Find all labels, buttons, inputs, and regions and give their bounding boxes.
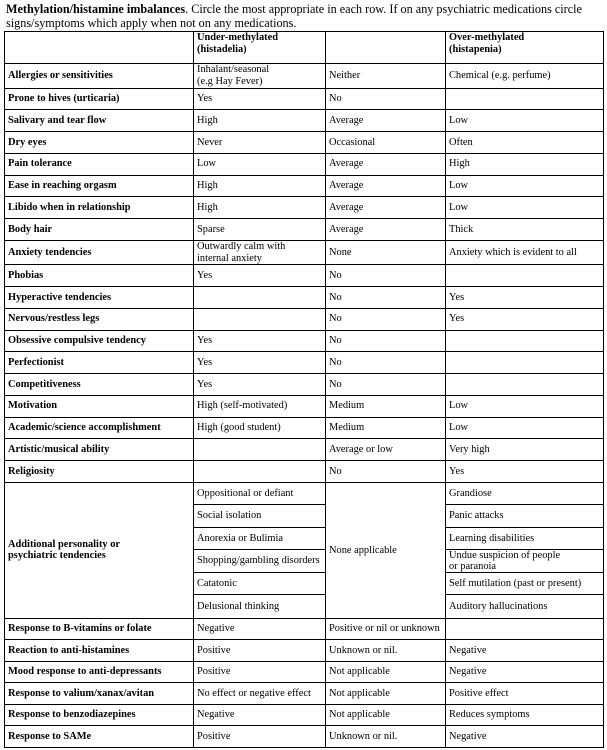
header-over-methylated [446,32,604,64]
header-blank [5,32,194,64]
header-row [5,32,604,64]
under-methylated-cell-text: Low [197,158,217,170]
list-item [446,595,603,618]
over-methylated-cell-text: Low [449,180,469,192]
under-methylated-cell [194,726,326,748]
table-row [5,88,604,110]
table-row [5,132,604,154]
row-label [5,287,194,309]
row-label [5,661,194,683]
over-methylated-cell-text: Very high [449,443,490,455]
methylation-table [4,31,604,748]
over-methylated-cell [446,240,604,265]
neither-cell [326,330,446,352]
over-methylated-cell [446,726,604,748]
list-item [194,595,325,618]
over-methylated-cell-text: Yes [449,465,465,477]
neither-cell [326,219,446,241]
list-item-text: Panic attacks [449,510,504,522]
instructions [6,3,604,30]
neither-cell-text: Average [329,180,364,192]
under-methylated-cell-text: Negative [197,623,235,635]
list-item-text: Catatonic [197,577,237,589]
table-row [5,330,604,352]
under-methylated-cell [194,461,326,483]
neither-cell [326,240,446,265]
row-label [5,726,194,748]
neither-cell-text: Average or low [329,443,393,455]
neither-cell [326,618,446,640]
row-label-text: Academic/science accomplishment [8,422,161,434]
neither-cell-text: None [329,246,352,258]
over-methylated-cell [446,704,604,726]
under-methylated-cell-text: Yes [197,356,213,368]
under-methylated-cell [194,132,326,154]
table-row [5,618,604,640]
row-label [5,618,194,640]
over-methylated-cell [446,308,604,330]
under-methylated-cell [194,153,326,175]
table-body [5,32,604,748]
table-row [5,661,604,683]
row-label-text: Prone to hives (urticaria) [8,93,120,105]
list-item [194,528,325,551]
neither-cell-text: No [329,378,342,390]
row-label-text: Motivation [8,400,58,412]
row-label-text: Salivary and tear flow [8,114,107,126]
neither-cell [326,374,446,396]
neither-cell-text: Not applicable [329,687,390,699]
row-label [5,417,194,439]
row-label-text: Response to valium/xanax/avitan [8,687,155,699]
neither-cell [326,395,446,417]
over-methylated-cell [446,461,604,483]
over-methylated-tendencies [446,482,604,618]
table-row [5,110,604,132]
row-label-text: Ease in reaching orgasm [8,180,117,192]
list-item [194,573,325,596]
neither-cell-text: No [329,269,342,281]
neither-cell [326,661,446,683]
over-methylated-cell [446,287,604,309]
under-methylated-cell-text: Negative [197,709,235,721]
under-methylated-cell [194,618,326,640]
under-methylated-cell [194,308,326,330]
list-item-text: Anorexia or Bulimia [197,532,283,544]
under-methylated-cell [194,395,326,417]
neither-cell-text: No [329,291,342,303]
neither-cell [326,153,446,175]
neither-cell-text: Occasional [329,136,376,148]
list-item [446,528,603,551]
row-label [5,175,194,197]
row-label-text: Obsessive compulsive tendency [8,335,146,347]
over-methylated-cell [446,417,604,439]
under-methylated-cell [194,352,326,374]
additional-label [5,482,194,618]
over-methylated-cell-text: Low [449,422,469,434]
under-methylated-cell [194,439,326,461]
row-label [5,88,194,110]
neither-cell [326,132,446,154]
over-methylated-cell [446,153,604,175]
under-methylated-cell-text: Yes [197,93,213,105]
neither-cell [326,683,446,705]
neither-cell [326,64,446,89]
header-neither [326,32,446,64]
neither-cell-text: No [329,313,342,325]
neither-cell [326,265,446,287]
over-methylated-cell-text: Thick [449,223,474,235]
table-row [5,726,604,748]
list-item [194,550,325,573]
row-label-text: Competitiveness [8,378,81,390]
under-methylated-cell-text: Inhalant/seasonal (e.g Hay Fever) [197,64,270,87]
under-methylated-cell [194,175,326,197]
neither-cell [326,110,446,132]
row-label-text: Phobias [8,269,44,281]
neither-cell [326,461,446,483]
neither-cell-text: Average [329,223,364,235]
over-methylated-cell-text: Positive effect [449,687,509,699]
over-methylated-cell [446,618,604,640]
over-methylated-cell [446,640,604,662]
under-methylated-cell [194,704,326,726]
list-item [446,573,603,596]
over-methylated-cell [446,88,604,110]
under-methylated-cell [194,240,326,265]
table-row [5,439,604,461]
over-methylated-cell [446,197,604,219]
under-methylated-cell-text: No effect or negative effect [197,687,311,699]
table-row [5,683,604,705]
under-methylated-cell-text: High [197,201,218,213]
under-methylated-cell-text: Sparse [197,223,225,235]
neither-cell-text: No [329,356,342,368]
over-methylated-cell-text: Reduces symptoms [449,709,530,721]
row-label-text: Allergies or sensitivities [8,70,113,81]
under-methylated-cell [194,683,326,705]
under-methylated-cell [194,661,326,683]
row-label-text: Response to benzodiazepines [8,709,136,721]
row-label [5,64,194,89]
neither-cell-text: Not applicable [329,666,390,678]
neither-cell-text: No [329,335,342,347]
instructions-title: Methylation/histamine imbalances [6,2,186,16]
header-over-methylated-text: Over-methylated (histapenia) [449,32,525,55]
neither-cell [326,175,446,197]
neither-cell [326,417,446,439]
under-methylated-cell-text: Yes [197,269,213,281]
table-row [5,64,604,89]
over-methylated-cell [446,395,604,417]
row-label [5,197,194,219]
neither-cell-text: Average [329,158,364,170]
row-label-text: Body hair [8,223,53,235]
instructions-text: . Circle the most appropriate in each row. If on any psychiatric medications circle signs/symptoms which apply when not on any medications. [6,2,582,30]
row-label-text: Reaction to anti-histamines [8,644,130,656]
header-under-methylated-text: Under-methylated (histadelia) [197,32,278,55]
row-label [5,374,194,396]
table-row [5,308,604,330]
table-row [5,265,604,287]
row-label [5,439,194,461]
over-methylated-cell [446,374,604,396]
neither-cell-text: Unknown or nil. [329,644,398,656]
row-label-text: Nervous/restless legs [8,313,100,325]
over-methylated-cell-text: Low [449,201,469,213]
list-item-text: Learning disabilities [449,532,535,544]
neither-cell [326,439,446,461]
row-label-text: Mood response to anti-depressants [8,666,162,678]
under-methylated-cell [194,265,326,287]
over-methylated-cell [446,175,604,197]
list-item [446,550,603,573]
row-label [5,683,194,705]
neither-cell-text: None applicable [329,544,397,556]
row-label [5,395,194,417]
over-methylated-cell [446,683,604,705]
over-methylated-cell-text: Yes [449,313,465,325]
under-methylated-cell-text: Positive [197,730,231,742]
over-methylated-cell [446,352,604,374]
neither-cell-text: No [329,93,342,105]
table-row [5,417,604,439]
under-methylated-cell-text: Outwardly calm with internal anxiety [197,241,286,264]
neither-cell [326,704,446,726]
row-label [5,352,194,374]
under-methylated-cell-text: Positive [197,666,231,678]
over-methylated-cell-text: Often [449,136,473,148]
row-label [5,265,194,287]
over-methylated-cell-text: Low [449,400,469,412]
list-item [194,505,325,528]
under-methylated-cell [194,374,326,396]
list-item [446,505,603,528]
neither-cell-text: Unknown or nil. [329,730,398,742]
table-row [5,240,604,265]
row-label [5,132,194,154]
over-methylated-cell-text: Low [449,114,469,126]
table-row [5,153,604,175]
over-methylated-cell [446,132,604,154]
table-row [5,704,604,726]
list-item [446,483,603,506]
table-row [5,219,604,241]
neither-cell-text: Neither [329,70,361,81]
neither-cell-text: Positive or nil or unknown [329,623,440,635]
row-label [5,219,194,241]
table-row [5,461,604,483]
list-item-text: Auditory hallucinations [449,600,548,612]
neither-cell [326,308,446,330]
row-label-text: Hyperactive tendencies [8,291,112,303]
over-methylated-cell [446,265,604,287]
table-row [5,395,604,417]
under-methylated-cell-text: High (self-motivated) [197,400,288,412]
over-methylated-cell-text: High [449,158,470,170]
over-methylated-cell-text: Anxiety which is evident to all [449,246,577,258]
neither-cell [326,352,446,374]
table-row [5,640,604,662]
row-label [5,640,194,662]
row-label-text: Libido when in relationship [8,201,131,213]
list-item-text: Delusional thinking [197,600,280,612]
row-label [5,153,194,175]
row-label-text: Artistic/musical ability [8,443,110,455]
over-methylated-cell-text: Yes [449,291,465,303]
neither-cell-text: Average [329,201,364,213]
list-item-text: Oppositional or defiant [197,487,294,499]
neither-cell-text: No [329,465,342,477]
table-row [5,175,604,197]
under-methylated-cell-text: High [197,180,218,192]
additional-label-text: Additional personality or psychiatric tendencies [8,538,120,562]
row-label [5,461,194,483]
under-methylated-cell-text: High (good student) [197,422,281,434]
row-label [5,110,194,132]
over-methylated-cell [446,439,604,461]
under-methylated-cell [194,287,326,309]
row-label [5,704,194,726]
over-methylated-cell [446,64,604,89]
list-item-text: Undue suspicion of people or paranoia [449,549,561,572]
row-label-text: Anxiety tendencies [8,246,92,258]
neither-cell-text: Medium [329,400,365,412]
row-label-text: Dry eyes [8,136,47,148]
over-methylated-cell-text: Negative [449,666,487,678]
table-row [5,374,604,396]
under-methylated-cell [194,88,326,110]
under-methylated-cell [194,417,326,439]
neither-cell [326,197,446,219]
row-label-text: Perfectionist [8,356,64,368]
neither-cell [326,482,446,618]
neither-cell [326,726,446,748]
over-methylated-cell-text: Negative [449,730,487,742]
list-item-text: Social isolation [197,510,262,522]
table-row [5,352,604,374]
under-methylated-cell [194,640,326,662]
under-methylated-cell-text: Yes [197,335,213,347]
under-methylated-cell [194,219,326,241]
under-methylated-cell-text: Yes [197,378,213,390]
row-label-text: Response to SAMe [8,730,92,742]
under-methylated-cell [194,330,326,352]
over-methylated-cell [446,661,604,683]
list-item [194,483,325,506]
neither-cell-text: Not applicable [329,709,390,721]
header-under-methylated [194,32,326,64]
row-label [5,330,194,352]
additional-tendencies-row [5,482,604,618]
neither-cell-text: Medium [329,422,365,434]
neither-cell [326,88,446,110]
neither-cell-text: Average [329,114,364,126]
row-label-text: Response to B-vitamins or folate [8,623,152,635]
table-row [5,197,604,219]
neither-cell [326,287,446,309]
list-item-text: Self mutilation (past or present) [449,577,582,589]
under-methylated-cell-text: Positive [197,644,231,656]
over-methylated-cell-text: Negative [449,644,487,656]
under-methylated-cell-text: Never [197,136,223,148]
row-label-text: Religiosity [8,465,55,477]
over-methylated-cell-text: Chemical (e.g. perfume) [449,70,551,81]
row-label [5,308,194,330]
under-methylated-cell-text: High [197,114,218,126]
under-methylated-cell [194,110,326,132]
under-methylated-cell [194,64,326,89]
row-label [5,240,194,265]
under-methylated-cell [194,197,326,219]
over-methylated-cell [446,330,604,352]
row-label-text: Pain tolerance [8,158,72,170]
neither-cell [326,640,446,662]
over-methylated-cell [446,110,604,132]
over-methylated-cell [446,219,604,241]
list-item-text: Grandiose [449,487,492,499]
list-item-text: Shopping/gambling disorders [197,555,320,567]
under-methylated-tendencies [194,482,326,618]
table-row [5,287,604,309]
